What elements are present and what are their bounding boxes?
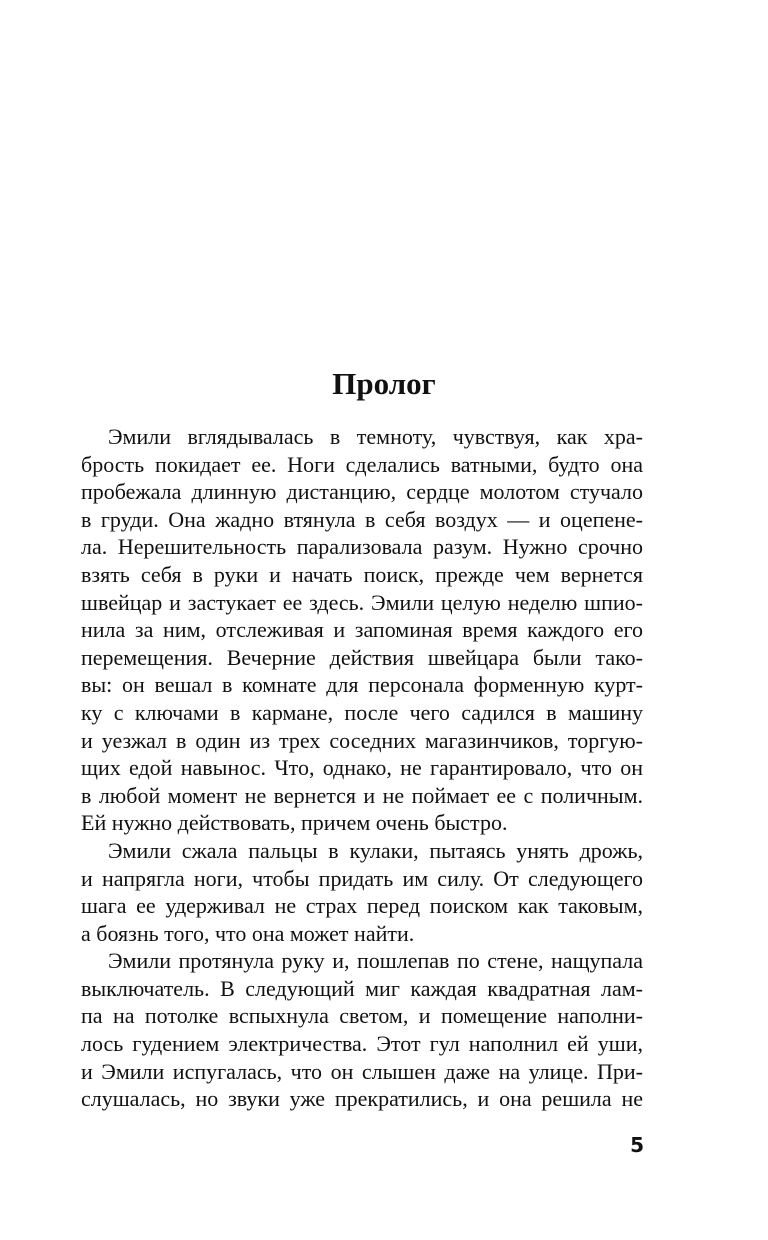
text-line: и Эмили испугалась, что он слышен даже на улице. При- [81, 1058, 643, 1084]
text-line: в любой момент не вернется и не поймает ее с поличным. [81, 782, 643, 808]
text-line: выключатель. В следующий миг каждая квадратная лам- [81, 975, 643, 1001]
text-line: вы: он вешал в комнате для персонала форменную курт- [81, 672, 643, 698]
text-line: ла. Нерешительность парализовала разум. Нужно срочно [81, 534, 643, 560]
text-line: Ей нужно действовать, причем очень быстро. [81, 810, 508, 836]
chapter-title: Пролог [332, 366, 436, 401]
text-line: ку с ключами в кармане, после чего садился в машину [81, 699, 643, 725]
paragraph [81, 423, 643, 837]
page-number: 5 [630, 1133, 644, 1157]
text-line: Эмили вглядывалась в темноту, чувствуя, как хра- [108, 424, 643, 449]
text-line: брость покидает ее. Ноги сделались ватными, будто она [81, 451, 643, 477]
text-line: лось гудением электричества. Этот гул наполнил ей уши, [81, 1031, 643, 1057]
paragraph [81, 837, 643, 947]
text-line: па на потолке вспыхнула светом, и помещение наполни- [81, 1003, 643, 1029]
text-line: Эмили протянула руку и, пошлепав по стене, нащупала [108, 948, 643, 974]
text-line: взять себя в руки и начать поиск, прежде чем вернется [81, 561, 643, 587]
text-line: швейцар и застукает ее здесь. Эмили целую неделю шпио- [81, 589, 643, 615]
text-line: и уезжал в один из трех соседних магазинчиков, торгую- [81, 727, 643, 753]
paragraph [81, 947, 643, 1113]
text-line: а боязнь того, что она может найти. [81, 920, 415, 946]
text-line: нила за ним, отслеживая и запоминая время каждого его [81, 617, 643, 643]
body-text [81, 423, 643, 1113]
text-line: шага ее удерживал не страх перед поиском как таковым, [81, 893, 643, 919]
text-line: пробежала длинную дистанцию, сердце молотом стучало [81, 479, 643, 505]
text-line: щих едой навынос. Что, однако, не гарантировало, что он [81, 755, 643, 781]
text-line: слушалась, но звуки уже прекратились, и она решила не [81, 1086, 643, 1112]
text-line: в груди. Она жадно втянула в себя воздух — и оцепене- [81, 506, 643, 532]
text-line: перемещения. Вечерние действия швейцара были тако- [81, 644, 643, 670]
text-line: и напрягла ноги, чтобы придать им силу. От следующего [81, 865, 643, 891]
text-line: Эмили сжала пальцы в кулаки, пытаясь унять дрожь, [108, 837, 643, 863]
